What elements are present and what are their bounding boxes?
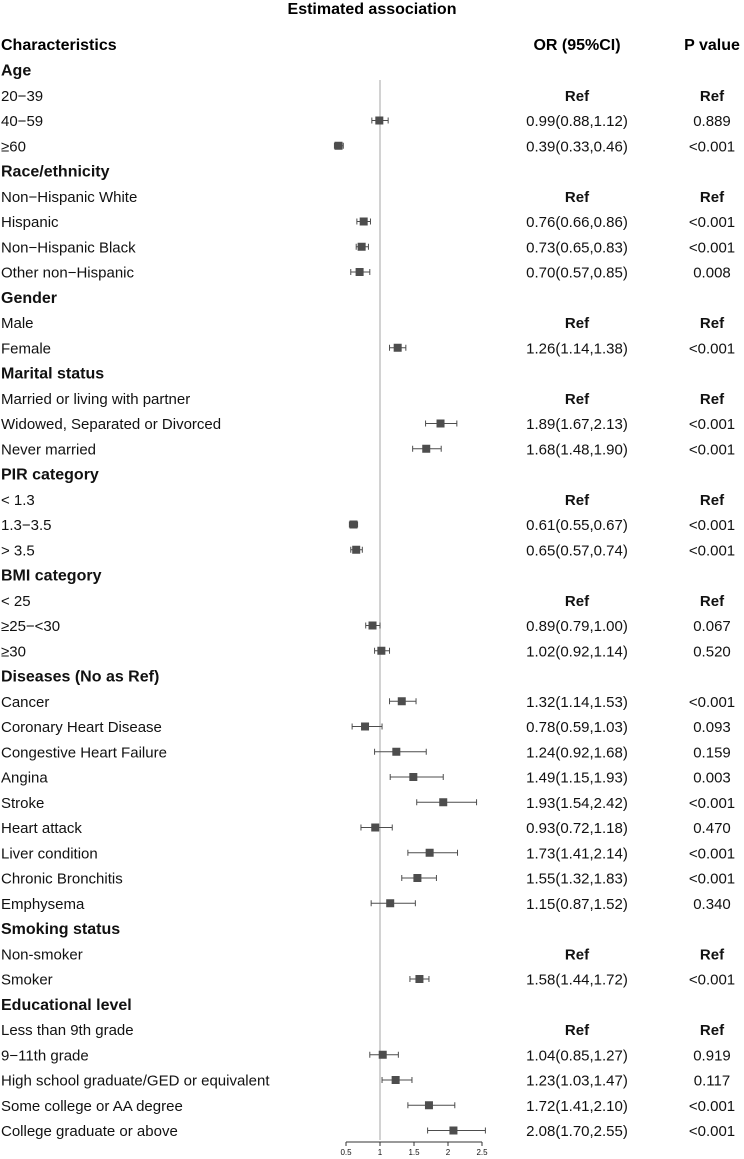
or-ci-value: 0.76(0.66,0.86)	[526, 214, 628, 231]
table-row	[1, 643, 731, 660]
table-row	[1, 744, 731, 761]
row-label: ≥30	[1, 643, 26, 661]
point-estimate	[415, 975, 423, 983]
p-value: Ref	[699, 87, 725, 105]
p-value: <0.001	[688, 971, 736, 989]
table-row	[1, 265, 731, 282]
or-ci-value: 1.93(1.54,2.42)	[526, 794, 628, 812]
header-characteristics: Characteristics	[1, 37, 117, 54]
row-label: College graduate or above	[1, 1123, 178, 1140]
table-row	[1, 1073, 730, 1090]
x-tick-label: 2.5	[476, 1148, 488, 1157]
table-row	[1, 239, 735, 256]
table-row	[1, 189, 725, 206]
or-ci-value: Ref	[564, 188, 590, 206]
p-value: 0.117	[693, 1072, 731, 1090]
row-label: < 1.3	[1, 491, 35, 509]
row-label: 9−11th grade	[1, 1047, 89, 1065]
or-ci-value: Ref	[564, 390, 590, 408]
table-row	[1, 795, 735, 812]
section-group	[1, 921, 120, 938]
or-ci-value: 1.89(1.67,2.13)	[526, 416, 628, 433]
table-row	[1, 719, 731, 736]
point-estimate	[369, 622, 377, 630]
p-value: Ref	[699, 1022, 725, 1039]
p-value: <0.001	[688, 517, 736, 534]
row-label: Less than 9th grade	[1, 1022, 134, 1039]
table-row	[1, 315, 725, 332]
point-estimate	[398, 697, 406, 705]
row-label: ≥60	[1, 138, 26, 156]
table-row	[1, 770, 731, 787]
or-ci-value: Ref	[564, 1022, 590, 1039]
section-group	[1, 669, 159, 686]
table-row	[1, 517, 735, 534]
table-row	[1, 1022, 725, 1039]
table-row	[1, 972, 735, 989]
or-ci-value: 1.68(1.48,1.90)	[526, 441, 628, 459]
table-row	[1, 542, 735, 559]
row-label: Heart attack	[1, 820, 82, 837]
point-estimate	[422, 445, 430, 453]
p-value: Ref	[699, 592, 725, 610]
section-label: Diseases (No as Ref)	[1, 668, 160, 686]
row-label: < 25	[1, 592, 31, 610]
table-row	[1, 214, 735, 231]
row-label: Angina	[1, 769, 48, 787]
point-estimate	[409, 773, 417, 781]
or-ci-value: 0.78(0.59,1.03)	[526, 719, 628, 736]
row-label: 1.3−3.5	[1, 517, 52, 534]
p-value: <0.001	[688, 416, 736, 433]
x-tick-label: 2	[445, 1148, 451, 1157]
x-tick-label: 1	[377, 1148, 383, 1157]
or-ci-value: 0.39(0.33,0.46)	[526, 138, 628, 156]
row-label: Female	[1, 340, 52, 358]
table-row	[1, 896, 731, 913]
or-ci-value: 1.15(0.87,1.52)	[526, 895, 628, 913]
p-value: <0.001	[688, 441, 736, 459]
or-ci-value: 0.93(0.72,1.18)	[526, 820, 628, 837]
table-row	[1, 946, 725, 963]
row-label: Widowed, Separated or Divorced	[1, 416, 222, 433]
point-estimate	[426, 849, 434, 857]
point-estimate	[371, 824, 379, 832]
or-ci-value: Ref	[564, 592, 590, 610]
point-estimate	[379, 1051, 387, 1059]
point-estimate	[335, 142, 343, 150]
p-value: Ref	[699, 491, 725, 509]
point-estimate	[375, 117, 383, 125]
p-value: 0.093	[693, 719, 731, 736]
row-label: Smoker	[1, 971, 53, 989]
or-ci-value: 0.99(0.88,1.12)	[526, 113, 628, 130]
p-value: <0.001	[688, 794, 736, 812]
x-tick-label: 0.5	[340, 1148, 352, 1157]
point-estimate	[425, 1101, 433, 1109]
p-value: 0.159	[693, 744, 731, 762]
point-estimate	[349, 521, 357, 529]
or-ci-value: 1.58(1.44,1.72)	[526, 971, 628, 989]
table-row	[1, 138, 735, 155]
point-estimate	[439, 798, 447, 806]
row-label: Some college or AA degree	[1, 1097, 183, 1115]
row-label: Chronic Bronchitis	[1, 870, 123, 888]
p-value: <0.001	[688, 214, 736, 231]
p-value: 0.919	[693, 1047, 731, 1065]
or-ci-value: 1.73(1.41,2.14)	[526, 845, 628, 863]
p-value: <0.001	[688, 138, 736, 156]
row-label: Other non−Hispanic	[1, 264, 134, 282]
row-label: Non−Hispanic White	[1, 188, 138, 206]
table-row	[1, 88, 725, 105]
p-value: 0.003	[693, 769, 731, 787]
table-row	[1, 391, 725, 408]
x-axis	[340, 1142, 488, 1157]
p-value: 0.889	[693, 113, 731, 130]
row-label: Cancer	[1, 693, 50, 711]
p-value: <0.001	[688, 1097, 736, 1115]
point-estimate	[356, 268, 364, 276]
section-label: BMI category	[1, 567, 102, 585]
or-ci-value: 1.32(1.14,1.53)	[526, 693, 628, 711]
row-label: Stroke	[1, 794, 45, 812]
p-value: <0.001	[688, 1123, 736, 1140]
or-ci-value: 2.08(1.70,2.55)	[526, 1123, 628, 1140]
row-label: Non−Hispanic Black	[1, 239, 136, 257]
table-row	[1, 492, 725, 509]
or-ci-value: 0.70(0.57,0.85)	[526, 264, 628, 282]
point-estimate	[413, 874, 421, 882]
row-label: ≥25−<30	[1, 618, 61, 635]
table-row	[1, 618, 731, 635]
p-value: 0.520	[693, 643, 731, 661]
table-row	[1, 441, 735, 458]
header-p-value: P value	[684, 37, 740, 54]
section-label: Age	[1, 62, 32, 80]
point-estimate	[449, 1127, 457, 1135]
point-estimate	[360, 218, 368, 226]
chart-title: Estimated association	[287, 1, 457, 18]
or-ci-value: Ref	[564, 491, 590, 509]
row-label: 20−39	[1, 87, 44, 105]
point-estimate	[377, 647, 385, 655]
or-ci-value: 1.04(0.85,1.27)	[526, 1047, 628, 1065]
table-row	[1, 845, 735, 862]
section-group	[1, 290, 57, 307]
or-ci-value: 0.73(0.65,0.83)	[526, 239, 628, 257]
section-label: Educational level	[1, 996, 132, 1014]
p-value: <0.001	[688, 542, 736, 560]
section-group	[1, 63, 31, 80]
row-label: Married or living with partner	[1, 390, 191, 408]
point-estimate	[392, 748, 400, 756]
p-value: Ref	[699, 315, 725, 332]
section-group	[1, 997, 132, 1014]
or-ci-value: 1.02(0.92,1.14)	[526, 643, 628, 661]
table-row	[1, 340, 735, 357]
or-ci-value: 1.24(0.92,1.68)	[526, 744, 628, 762]
x-tick-label: 1.5	[408, 1148, 420, 1157]
table-row	[1, 416, 735, 433]
or-ci-value: 1.23(1.03,1.47)	[526, 1072, 628, 1090]
or-ci-value: 1.55(1.32,1.83)	[526, 870, 628, 888]
section-group	[1, 467, 99, 484]
point-estimate	[394, 344, 402, 352]
p-value: <0.001	[688, 870, 736, 888]
table-row	[1, 694, 735, 711]
or-ci-value: Ref	[564, 87, 590, 105]
row-label: Male	[1, 315, 34, 332]
p-value: <0.001	[688, 340, 736, 358]
p-value: <0.001	[688, 693, 736, 711]
section-label: Smoking status	[1, 921, 121, 938]
point-estimate	[386, 899, 394, 907]
table-row	[1, 1047, 731, 1064]
point-estimate	[437, 420, 445, 428]
p-value: 0.340	[693, 895, 731, 913]
row-label: Non-smoker	[1, 946, 83, 964]
header-or-ci: OR (95%CI)	[533, 37, 621, 54]
section-group	[1, 366, 104, 383]
p-value: <0.001	[688, 239, 736, 257]
p-value: Ref	[699, 390, 725, 408]
point-estimate	[358, 243, 366, 251]
p-value: 0.067	[693, 618, 731, 635]
p-value: Ref	[699, 946, 725, 964]
or-ci-value: Ref	[564, 315, 590, 332]
or-ci-value: 0.65(0.57,0.74)	[526, 542, 628, 560]
row-label: Coronary Heart Disease	[1, 719, 162, 736]
row-label: Emphysema	[1, 895, 85, 913]
row-label: 40−59	[1, 113, 44, 130]
forest-rows	[1, 63, 735, 1141]
or-ci-value: 1.49(1.15,1.93)	[526, 769, 628, 787]
table-row	[1, 113, 731, 130]
or-ci-value: 1.26(1.14,1.38)	[526, 340, 628, 358]
table-row	[1, 1123, 735, 1140]
section-label: Gender	[1, 289, 58, 307]
row-label: Never married	[1, 441, 97, 459]
section-label: Race/ethnicity	[1, 163, 110, 181]
point-estimate	[352, 546, 360, 554]
p-value: 0.470	[693, 820, 731, 837]
or-ci-value: 0.61(0.55,0.67)	[526, 517, 628, 534]
row-label: > 3.5	[1, 542, 35, 560]
or-ci-value: 0.89(0.79,1.00)	[526, 618, 628, 635]
p-value: <0.001	[688, 845, 736, 863]
p-value: Ref	[699, 188, 725, 206]
or-ci-value: 1.72(1.41,2.10)	[526, 1097, 628, 1115]
row-label: Liver condition	[1, 845, 98, 863]
row-label: Hispanic	[1, 214, 59, 231]
table-row	[1, 820, 731, 837]
or-ci-value: Ref	[564, 946, 590, 964]
section-label: Marital status	[1, 365, 105, 383]
p-value: 0.008	[693, 264, 731, 282]
row-label: High school graduate/GED or equivalent	[1, 1072, 270, 1090]
section-group	[1, 568, 102, 585]
point-estimate	[392, 1076, 400, 1084]
section-group	[1, 164, 110, 181]
table-row	[1, 1098, 735, 1115]
row-label: Congestive Heart Failure	[1, 744, 167, 762]
table-row	[1, 593, 725, 610]
point-estimate	[361, 723, 369, 731]
section-label: PIR category	[1, 466, 99, 484]
table-row	[1, 871, 735, 888]
